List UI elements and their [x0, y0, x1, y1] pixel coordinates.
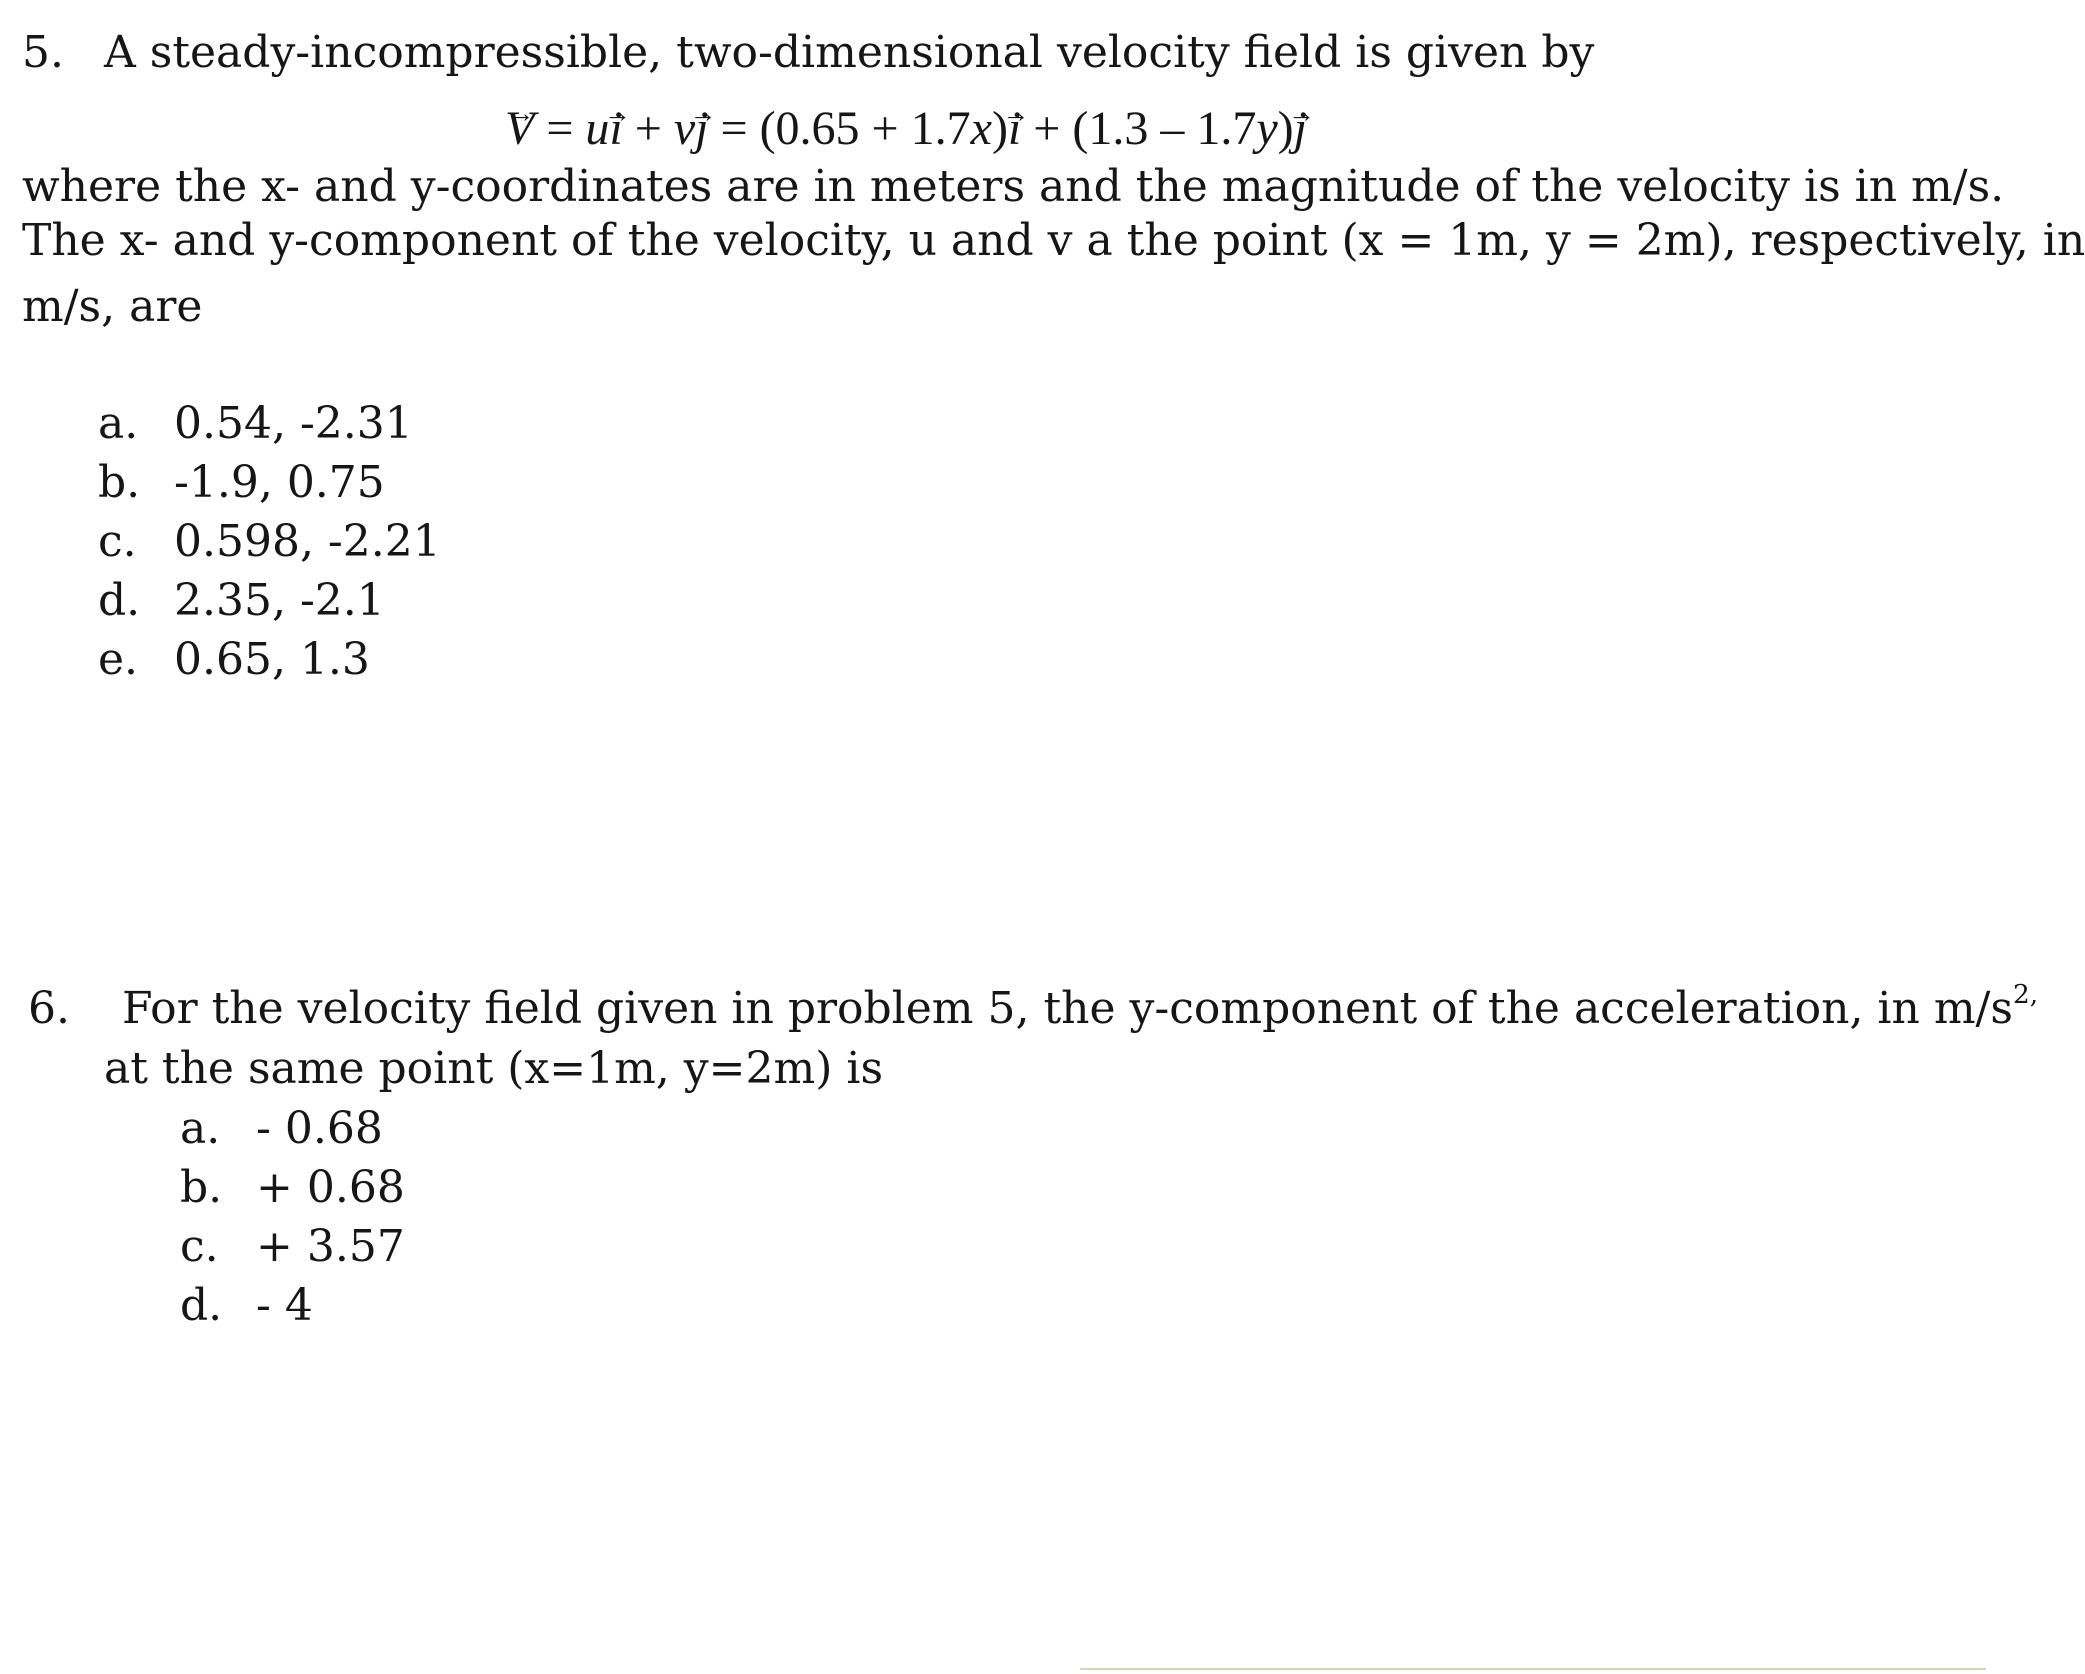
option-label: a. [98, 398, 139, 449]
squared-superscript: 2, [2012, 979, 2039, 1011]
option-label: e. [98, 634, 139, 685]
v-term-close: ) [1277, 102, 1294, 155]
problem-6-number: 6. [28, 983, 70, 1034]
i-unit-vector: i → [609, 100, 622, 158]
bottom-edge-line [1080, 1668, 1986, 1670]
option-text: + 0.68 [256, 1162, 405, 1213]
problem-5-line-2: where the x- and y-coordinates are in meters and the magnitude of the velocity is in m/s. [22, 161, 2005, 212]
problem-6-option-c [180, 1220, 405, 1274]
option-text: 0.54, -2.31 [174, 398, 413, 449]
j-unit-vector-2: j → [1294, 100, 1307, 158]
x-variable: x [970, 102, 992, 155]
v-term-open: (1.3 – 1.7 [1072, 102, 1257, 155]
u-symbol: u [585, 102, 610, 155]
problem-6-line-1 [28, 979, 2039, 1036]
problem-5-number: 5. [22, 27, 64, 78]
equals-sign-2: = [708, 102, 760, 155]
problem-5-option-d [98, 574, 385, 628]
option-text: 0.598, -2.21 [174, 516, 441, 567]
option-text: - 0.68 [256, 1103, 383, 1154]
problem-5-option-b [98, 456, 385, 510]
option-text: 0.65, 1.3 [174, 634, 370, 685]
velocity-vector-symbol: V → [505, 100, 534, 158]
option-label: d. [98, 575, 141, 626]
y-variable: y [1256, 102, 1278, 155]
plus-sign-2: + [1021, 102, 1073, 155]
j-unit-vector: j → [695, 100, 708, 158]
problem-6-question: For the velocity field given in problem 5, the y-component of the acceleration, in m/s [121, 983, 2013, 1034]
option-text: + 3.57 [256, 1221, 405, 1272]
option-label: c. [180, 1221, 219, 1272]
problem-5-intro: A steady-incompressible, two-dimensional velocity field is given by [103, 27, 1595, 78]
equals-sign: = [534, 102, 586, 155]
option-label: b. [180, 1162, 223, 1213]
problem-5-option-e [98, 633, 370, 687]
v-symbol: v [673, 102, 696, 155]
u-term-open: (0.65 + 1.7 [759, 102, 971, 155]
u-term-close: ) [991, 102, 1008, 155]
problem-5-option-a [98, 397, 413, 451]
option-label: d. [180, 1280, 223, 1331]
problem-5-line-4: m/s, are [22, 281, 203, 332]
problem-6-line-2: at the same point (x=1m, y=2m) is [104, 1043, 884, 1094]
option-text: 2.35, -2.1 [174, 575, 385, 626]
option-label: a. [180, 1103, 221, 1154]
option-label: b. [98, 457, 141, 508]
problem-5-line-3: The x- and y-component of the velocity, u and v a the point (x = 1m, y = 2m), respectively, in [22, 215, 2085, 266]
problem-6-option-b [180, 1161, 405, 1215]
plus-sign: + [622, 102, 674, 155]
i-unit-vector-2: i → [1008, 100, 1021, 158]
problem-5-line-1 [22, 26, 1594, 80]
problem-6-option-a [180, 1102, 383, 1156]
option-text: - 4 [256, 1280, 313, 1331]
option-label: c. [98, 516, 137, 567]
problem-6-option-d [180, 1279, 313, 1333]
velocity-equation [505, 100, 1307, 158]
option-text: -1.9, 0.75 [174, 457, 385, 508]
problem-5-option-c [98, 515, 441, 569]
